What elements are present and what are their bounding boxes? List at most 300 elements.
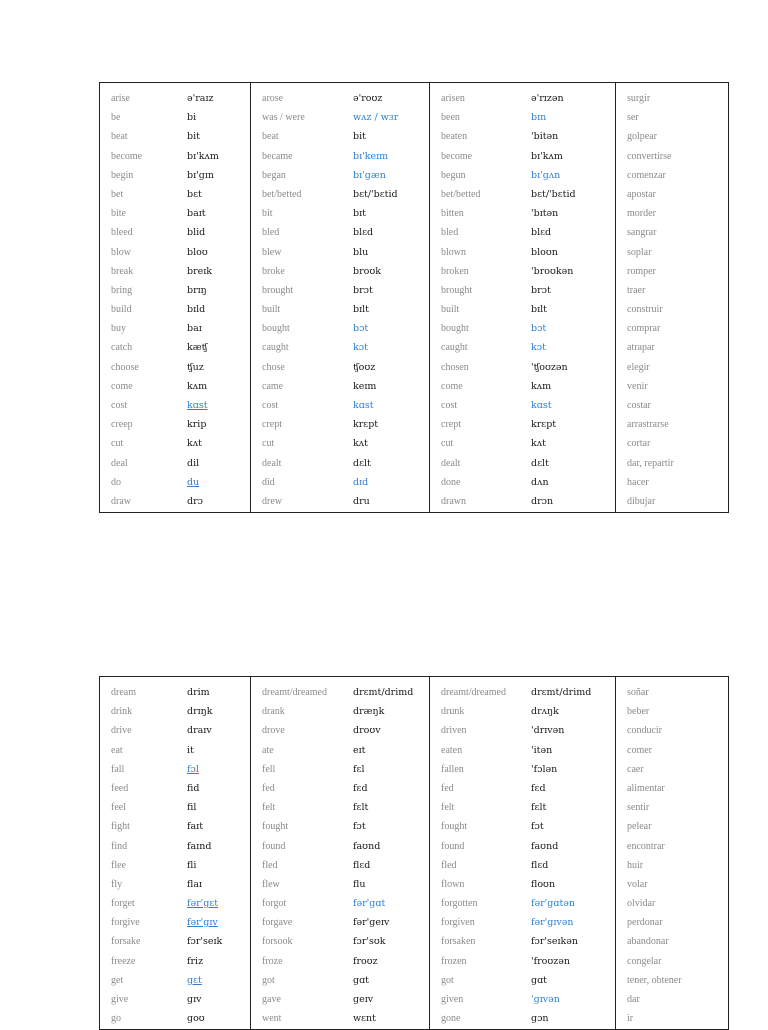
base-form-phonetic-cell: bloʊ: [187, 246, 208, 258]
spanish-translation-cell: soñar: [627, 687, 649, 698]
base-form-phonetic-cell: bi: [187, 112, 197, 124]
spanish-translation-cell: comenzar: [627, 169, 666, 181]
past-simple-cell: drove: [262, 725, 285, 737]
past-simple-cell: bit: [262, 208, 273, 220]
past-simple-cell: blew: [262, 246, 282, 258]
table-rows: [100, 89, 728, 511]
past-participle-phonetic-cell: bɔt: [531, 323, 547, 335]
past-participle-cell: built: [441, 304, 460, 316]
base-form-cell: build: [111, 304, 132, 316]
past-participle-phonetic-cell: 'broʊkən: [531, 265, 574, 277]
past-participle-cell: fed: [441, 782, 454, 794]
base-form-cell: freeze: [111, 955, 136, 967]
spanish-translation-cell: cortar: [627, 438, 651, 450]
base-form-cell: bleed: [111, 227, 133, 239]
spanish-translation-cell: huir: [627, 859, 644, 871]
past-simple-phonetic-cell: fɛl: [353, 763, 365, 775]
table-row: [100, 990, 728, 1009]
past-participle-cell: become: [441, 150, 473, 162]
base-form-cell: fly: [111, 878, 123, 890]
table-row: [100, 492, 728, 511]
past-simple-cell: forgot: [262, 898, 287, 910]
past-participle-phonetic-cell: bɪn: [531, 112, 547, 124]
base-form-cell: arise: [111, 93, 130, 104]
base-form-phonetic-cell: drɔ: [187, 495, 203, 507]
table-row: [100, 817, 728, 836]
past-participle-cell: found: [441, 840, 465, 852]
past-simple-cell: fled: [262, 859, 278, 871]
spanish-translation-cell: pelear: [627, 821, 652, 833]
table-row: [100, 166, 728, 185]
base-form-phonetic-cell: bɪ'gɪn: [187, 169, 214, 181]
past-simple-cell: got: [262, 974, 275, 986]
base-form-phonetic-cell: faɪnd: [187, 840, 212, 852]
past-participle-phonetic-cell: 'froʊzən: [531, 955, 571, 967]
base-form-cell: bet: [111, 188, 124, 200]
base-form-phonetic-cell: ə'raɪz: [187, 93, 214, 104]
past-participle-phonetic-cell: kʌt: [531, 438, 546, 450]
past-simple-phonetic-cell: fɔr'sʊk: [353, 936, 386, 948]
past-participle-cell: dealt: [441, 457, 461, 469]
spanish-translation-cell: dar: [627, 994, 640, 1005]
base-form-phonetic-cell[interactable]: gɛt: [187, 974, 202, 986]
past-simple-phonetic-cell: droʊv: [353, 725, 381, 737]
past-simple-cell: felt: [262, 802, 276, 814]
past-simple-phonetic-cell: dræŋk: [353, 706, 385, 718]
base-form-cell: deal: [111, 457, 128, 469]
past-participle-phonetic-cell: fər'gɪvən: [531, 917, 574, 929]
past-simple-phonetic-cell: blu: [353, 246, 369, 258]
base-form-phonetic-cell: baɪ: [187, 323, 202, 335]
base-form-phonetic-cell[interactable]: kɑst: [187, 400, 208, 411]
past-participle-phonetic-cell: bloʊn: [531, 246, 558, 258]
past-simple-cell: broke: [262, 265, 285, 277]
past-participle-phonetic-cell: drɔn: [531, 495, 554, 507]
past-participle-phonetic-cell: fɛlt: [531, 802, 547, 814]
past-participle-phonetic-cell: bɛt/'bɛtid: [531, 188, 576, 200]
base-form-phonetic-cell: goʊ: [187, 1013, 205, 1025]
past-simple-cell: fell: [262, 763, 276, 775]
past-participle-cell: drunk: [441, 706, 465, 718]
spanish-translation-cell: beber: [627, 706, 650, 718]
past-simple-cell: began: [262, 169, 286, 181]
base-form-phonetic-cell: kʌt: [187, 438, 202, 450]
table-row: [100, 185, 728, 204]
spanish-translation-cell: construir: [627, 304, 663, 316]
past-simple-phonetic-cell: fər'gɑt: [353, 898, 386, 910]
past-participle-cell: bet/betted: [441, 188, 481, 200]
past-participle-phonetic-cell: 'gɪvən: [531, 994, 560, 1005]
table-row: [100, 683, 728, 702]
past-participle-cell: bought: [441, 323, 469, 335]
base-form-phonetic-cell: fɔr'seɪk: [187, 936, 223, 948]
spanish-translation-cell: golpear: [627, 131, 657, 143]
past-participle-cell: felt: [441, 802, 455, 814]
table-row: [100, 281, 728, 300]
table-row: [100, 147, 728, 166]
spanish-translation-cell: surgir: [627, 93, 651, 104]
past-participle-cell: bled: [441, 227, 459, 239]
base-form-phonetic-cell: ʧuz: [187, 361, 204, 373]
base-form-phonetic-cell: blid: [187, 227, 206, 239]
spanish-translation-cell: arrastrarse: [627, 419, 669, 431]
spanish-translation-cell: dibujar: [627, 495, 656, 507]
past-simple-cell: forsook: [262, 936, 293, 948]
past-participle-phonetic-cell: 'ʧoʊzən: [531, 361, 568, 373]
table-row: [100, 473, 728, 492]
spanish-translation-cell: convertirse: [627, 150, 672, 162]
base-form-phonetic-cell[interactable]: du: [187, 476, 200, 488]
table-row: [100, 338, 728, 357]
table-row: [100, 856, 728, 875]
table-row: [100, 300, 728, 319]
past-participle-cell: forgiven: [441, 917, 475, 929]
past-simple-phonetic-cell: dru: [353, 495, 370, 507]
past-simple-phonetic-cell: ə'roʊz: [353, 93, 383, 104]
table-row: [100, 971, 728, 990]
spanish-translation-cell: dar, repartir: [627, 457, 674, 469]
past-simple-phonetic-cell: flu: [353, 878, 366, 890]
past-participle-cell: forgotten: [441, 898, 478, 910]
base-form-phonetic-cell: flaɪ: [187, 878, 203, 890]
past-participle-cell: crept: [441, 419, 461, 431]
table-row: [100, 760, 728, 779]
table-row: [100, 204, 728, 223]
base-form-phonetic-cell[interactable]: fɔl: [187, 763, 199, 775]
spanish-translation-cell: perdonar: [627, 917, 663, 929]
base-form-cell: eat: [111, 744, 123, 756]
past-participle-phonetic-cell: 'fɔlən: [531, 763, 558, 775]
past-participle-cell: dreamt/dreamed: [441, 687, 506, 698]
past-participle-cell: eaten: [441, 744, 463, 756]
past-participle-phonetic-cell: 'drɪvən: [531, 725, 565, 737]
past-participle-cell: chosen: [441, 361, 469, 373]
past-participle-cell: come: [441, 380, 463, 392]
past-simple-cell: bought: [262, 323, 290, 335]
table-row: [100, 319, 728, 338]
past-participle-phonetic-cell: flɛd: [531, 859, 549, 871]
past-simple-cell: ate: [262, 744, 274, 756]
past-simple-phonetic-cell: faʊnd: [353, 840, 381, 852]
past-simple-cell: cost: [262, 400, 279, 411]
past-simple-phonetic-cell: drɛmt/drimd: [353, 687, 414, 698]
past-simple-cell: bled: [262, 227, 280, 239]
past-participle-phonetic-cell: gɔn: [531, 1013, 549, 1025]
spanish-translation-cell: olvidar: [627, 898, 656, 910]
spanish-translation-cell: traer: [627, 284, 646, 296]
past-participle-cell: got: [441, 974, 454, 986]
base-form-phonetic-cell[interactable]: fər'gɛt: [187, 898, 219, 910]
base-form-cell: feel: [111, 802, 126, 814]
base-form-cell: forsake: [111, 936, 141, 948]
past-simple-cell: drew: [262, 495, 282, 507]
table-row: [100, 875, 728, 894]
base-form-phonetic-cell: fid: [187, 782, 200, 794]
past-participle-cell: been: [441, 112, 460, 124]
base-form-cell: be: [111, 112, 121, 124]
past-simple-phonetic-cell: blɛd: [353, 227, 374, 239]
past-simple-cell: brought: [262, 284, 294, 296]
past-participle-cell: gone: [441, 1013, 461, 1025]
past-simple-phonetic-cell: bit: [353, 131, 366, 143]
past-participle-phonetic-cell: 'itən: [531, 744, 553, 756]
table-row: [100, 721, 728, 740]
table-row: [100, 223, 728, 242]
past-simple-cell: caught: [262, 342, 289, 354]
spanish-translation-cell: morder: [627, 208, 656, 220]
past-simple-cell: arose: [262, 93, 284, 104]
past-simple-cell: did: [262, 476, 275, 488]
past-participle-phonetic-cell: kɔt: [531, 342, 546, 354]
past-simple-cell: chose: [262, 361, 285, 373]
base-form-cell: feed: [111, 782, 129, 794]
past-simple-cell: froze: [262, 955, 283, 967]
base-form-phonetic-cell: kæʧ: [187, 342, 208, 354]
past-participle-phonetic-cell: ə'rɪzən: [531, 93, 564, 104]
table-row: [100, 377, 728, 396]
base-form-phonetic-cell: bɪld: [187, 304, 206, 316]
past-participle-cell: begun: [441, 169, 466, 181]
table-row: [100, 243, 728, 262]
past-simple-phonetic-cell: bɪt: [353, 208, 366, 220]
past-participle-cell: brought: [441, 284, 473, 296]
spanish-translation-cell: encontrar: [627, 840, 665, 852]
past-simple-cell: dealt: [262, 457, 282, 469]
base-form-cell: find: [111, 840, 128, 852]
past-simple-phonetic-cell: kɑst: [353, 400, 374, 411]
table-row: [100, 702, 728, 721]
base-form-phonetic-cell: friz: [187, 955, 204, 967]
past-participle-cell: forsaken: [441, 936, 476, 948]
base-form-cell: come: [111, 380, 133, 392]
base-form-phonetic-cell: fil: [187, 802, 197, 814]
base-form-phonetic-cell: bɛt: [187, 188, 202, 200]
table-row: [100, 798, 728, 817]
base-form-cell: catch: [111, 342, 133, 354]
spanish-translation-cell: tener, obtener: [627, 974, 682, 986]
base-form-phonetic-cell: drim: [187, 687, 210, 698]
table-row: [100, 894, 728, 913]
past-participle-cell: fled: [441, 859, 457, 871]
past-simple-phonetic-cell: fər'geɪv: [353, 917, 390, 929]
spanish-translation-cell: conducir: [627, 725, 662, 737]
past-simple-phonetic-cell: dɛlt: [353, 457, 371, 469]
base-form-cell: go: [111, 1013, 121, 1025]
base-form-phonetic-cell: brɪŋ: [187, 284, 207, 296]
past-participle-phonetic-cell: brɔt: [531, 284, 551, 296]
spanish-translation-cell: ir: [627, 1013, 634, 1025]
past-simple-phonetic-cell: eɪt: [353, 744, 366, 756]
past-simple-cell: drank: [262, 706, 285, 718]
past-participle-cell: arisen: [441, 93, 465, 104]
past-participle-cell: driven: [441, 725, 467, 737]
past-simple-phonetic-cell: bɪlt: [353, 304, 369, 316]
past-simple-cell: fed: [262, 782, 275, 794]
table-row: [100, 837, 728, 856]
table-row: [100, 741, 728, 760]
past-participle-phonetic-cell: bɪ'kʌm: [531, 150, 563, 162]
past-simple-phonetic-cell: krɛpt: [353, 419, 379, 431]
past-simple-phonetic-cell: keɪm: [353, 380, 377, 392]
past-participle-phonetic-cell: bɪ'gʌn: [531, 169, 561, 181]
spanish-translation-cell: romper: [627, 265, 656, 277]
past-simple-phonetic-cell: broʊk: [353, 265, 381, 277]
past-simple-cell: dreamt/dreamed: [262, 687, 327, 698]
past-simple-phonetic-cell: dɪd: [353, 476, 369, 488]
past-participle-cell: bitten: [441, 208, 464, 220]
base-form-phonetic-cell: draɪv: [187, 725, 212, 737]
past-participle-phonetic-cell: drʌŋk: [531, 706, 559, 718]
past-simple-phonetic-cell: wʌz / wɜr: [353, 112, 399, 124]
base-form-cell: get: [111, 974, 124, 986]
base-form-phonetic-cell: dil: [187, 457, 200, 469]
past-simple-phonetic-cell: bɪ'gæn: [353, 169, 386, 181]
past-participle-cell: cut: [441, 438, 454, 450]
past-participle-cell: fallen: [441, 763, 464, 775]
base-form-cell: cut: [111, 438, 124, 450]
past-simple-cell: built: [262, 304, 281, 316]
past-simple-phonetic-cell: brɔt: [353, 284, 373, 296]
past-participle-phonetic-cell: krɛpt: [531, 419, 557, 431]
base-form-cell: become: [111, 150, 143, 162]
past-participle-cell: fought: [441, 821, 468, 833]
table-row: [100, 358, 728, 377]
base-form-cell: buy: [111, 323, 126, 335]
past-participle-phonetic-cell: 'bɪtən: [531, 208, 559, 220]
verb-table-1: [99, 82, 729, 513]
past-simple-phonetic-cell: gɑt: [353, 974, 369, 986]
base-form-phonetic-cell: drɪŋk: [187, 706, 213, 718]
table-row: [100, 262, 728, 281]
past-simple-phonetic-cell: fɛd: [353, 782, 368, 794]
past-participle-cell: given: [441, 994, 464, 1005]
table-row: [100, 779, 728, 798]
base-form-cell: do: [111, 476, 121, 488]
base-form-phonetic-cell: krip: [187, 419, 207, 431]
base-form-cell: give: [111, 994, 129, 1005]
past-participle-phonetic-cell: fɔr'seɪkən: [531, 936, 579, 948]
table-row: [100, 89, 728, 108]
base-form-cell: choose: [111, 361, 139, 373]
spanish-translation-cell: apostar: [627, 188, 656, 200]
table-row: [100, 913, 728, 932]
past-simple-phonetic-cell: fɔt: [353, 821, 366, 833]
table-row: [100, 454, 728, 473]
past-participle-phonetic-cell: gɑt: [531, 974, 547, 986]
base-form-cell: fall: [111, 763, 125, 775]
spanish-translation-cell: abandonar: [627, 936, 669, 948]
base-form-phonetic-cell: kʌm: [187, 380, 208, 392]
spanish-translation-cell: caer: [627, 763, 644, 775]
spanish-translation-cell: volar: [627, 878, 648, 890]
past-simple-cell: went: [262, 1013, 282, 1025]
past-simple-phonetic-cell: froʊz: [353, 955, 378, 967]
table-row: [100, 415, 728, 434]
base-form-cell: draw: [111, 495, 131, 507]
past-participle-phonetic-cell: dʌn: [531, 476, 549, 488]
base-form-cell: dream: [111, 687, 136, 698]
spanish-translation-cell: comprar: [627, 323, 661, 335]
spanish-translation-cell: alimentar: [627, 782, 665, 794]
base-form-phonetic-cell: fli: [187, 859, 197, 871]
past-participle-cell: broken: [441, 265, 469, 277]
base-form-cell: begin: [111, 169, 134, 181]
base-form-cell: creep: [111, 419, 133, 431]
past-simple-phonetic-cell: kʌt: [353, 438, 368, 450]
spanish-translation-cell: congelar: [627, 955, 662, 967]
base-form-phonetic-cell: bit: [187, 131, 200, 143]
verb-table-2: [99, 676, 729, 1030]
past-participle-phonetic-cell: faʊnd: [531, 840, 559, 852]
past-simple-cell: came: [262, 380, 284, 392]
past-participle-phonetic-cell: kɑst: [531, 400, 552, 411]
past-simple-phonetic-cell: flɛd: [353, 859, 371, 871]
past-participle-phonetic-cell: floʊn: [531, 878, 556, 890]
base-form-phonetic-cell: bɪ'kʌm: [187, 150, 219, 162]
past-participle-phonetic-cell: kʌm: [531, 380, 552, 392]
past-participle-cell: cost: [441, 400, 458, 411]
past-simple-cell: crept: [262, 419, 282, 431]
past-participle-cell: caught: [441, 342, 468, 354]
past-participle-phonetic-cell: drɛmt/drimd: [531, 687, 592, 698]
past-simple-cell: gave: [262, 994, 281, 1005]
base-form-cell: forget: [111, 898, 135, 910]
base-form-cell: bring: [111, 284, 133, 296]
past-simple-phonetic-cell: bɪ'keɪm: [353, 150, 389, 162]
spanish-translation-cell: costar: [627, 400, 651, 411]
table-rows: [100, 683, 728, 1028]
spanish-translation-cell: comer: [627, 744, 652, 756]
base-form-cell: forgive: [111, 917, 140, 929]
table-row: [100, 932, 728, 951]
past-simple-cell: flew: [262, 878, 280, 890]
base-form-phonetic-cell: baɪt: [187, 208, 206, 220]
spanish-translation-cell: sentir: [627, 802, 650, 814]
past-simple-phonetic-cell: geɪv: [353, 994, 374, 1005]
past-participle-cell: frozen: [441, 955, 467, 967]
past-participle-cell: flown: [441, 878, 465, 890]
past-simple-phonetic-cell: kɔt: [353, 342, 368, 354]
table-row: [100, 108, 728, 127]
spanish-translation-cell: venir: [627, 380, 648, 392]
base-form-cell: cost: [111, 400, 128, 411]
past-simple-cell: forgave: [262, 917, 293, 929]
past-participle-phonetic-cell: fər'gɑtən: [531, 898, 576, 910]
past-simple-cell: found: [262, 840, 286, 852]
table-row: [100, 396, 728, 415]
past-simple-phonetic-cell: bɛt/'bɛtid: [353, 188, 398, 200]
past-participle-phonetic-cell: fɛd: [531, 782, 546, 794]
base-form-phonetic-cell[interactable]: fər'gɪv: [187, 917, 218, 929]
base-form-cell: drink: [111, 706, 133, 718]
table-row: [100, 1009, 728, 1028]
past-simple-cell: became: [262, 150, 293, 162]
spanish-translation-cell: soplar: [627, 246, 652, 258]
spanish-translation-cell: elegir: [627, 361, 650, 373]
past-simple-phonetic-cell: ʧoʊz: [353, 361, 376, 373]
past-simple-cell: was / were: [262, 112, 305, 124]
past-simple-phonetic-cell: bɔt: [353, 323, 369, 335]
base-form-phonetic-cell: breɪk: [187, 265, 213, 277]
past-simple-cell: cut: [262, 438, 275, 450]
past-simple-cell: beat: [262, 131, 279, 143]
past-participle-cell: beaten: [441, 131, 468, 143]
base-form-cell: break: [111, 265, 134, 277]
base-form-cell: fight: [111, 821, 130, 833]
past-participle-phonetic-cell: bɪlt: [531, 304, 547, 316]
past-participle-phonetic-cell: fɔt: [531, 821, 544, 833]
past-simple-phonetic-cell: wɛnt: [353, 1013, 376, 1025]
